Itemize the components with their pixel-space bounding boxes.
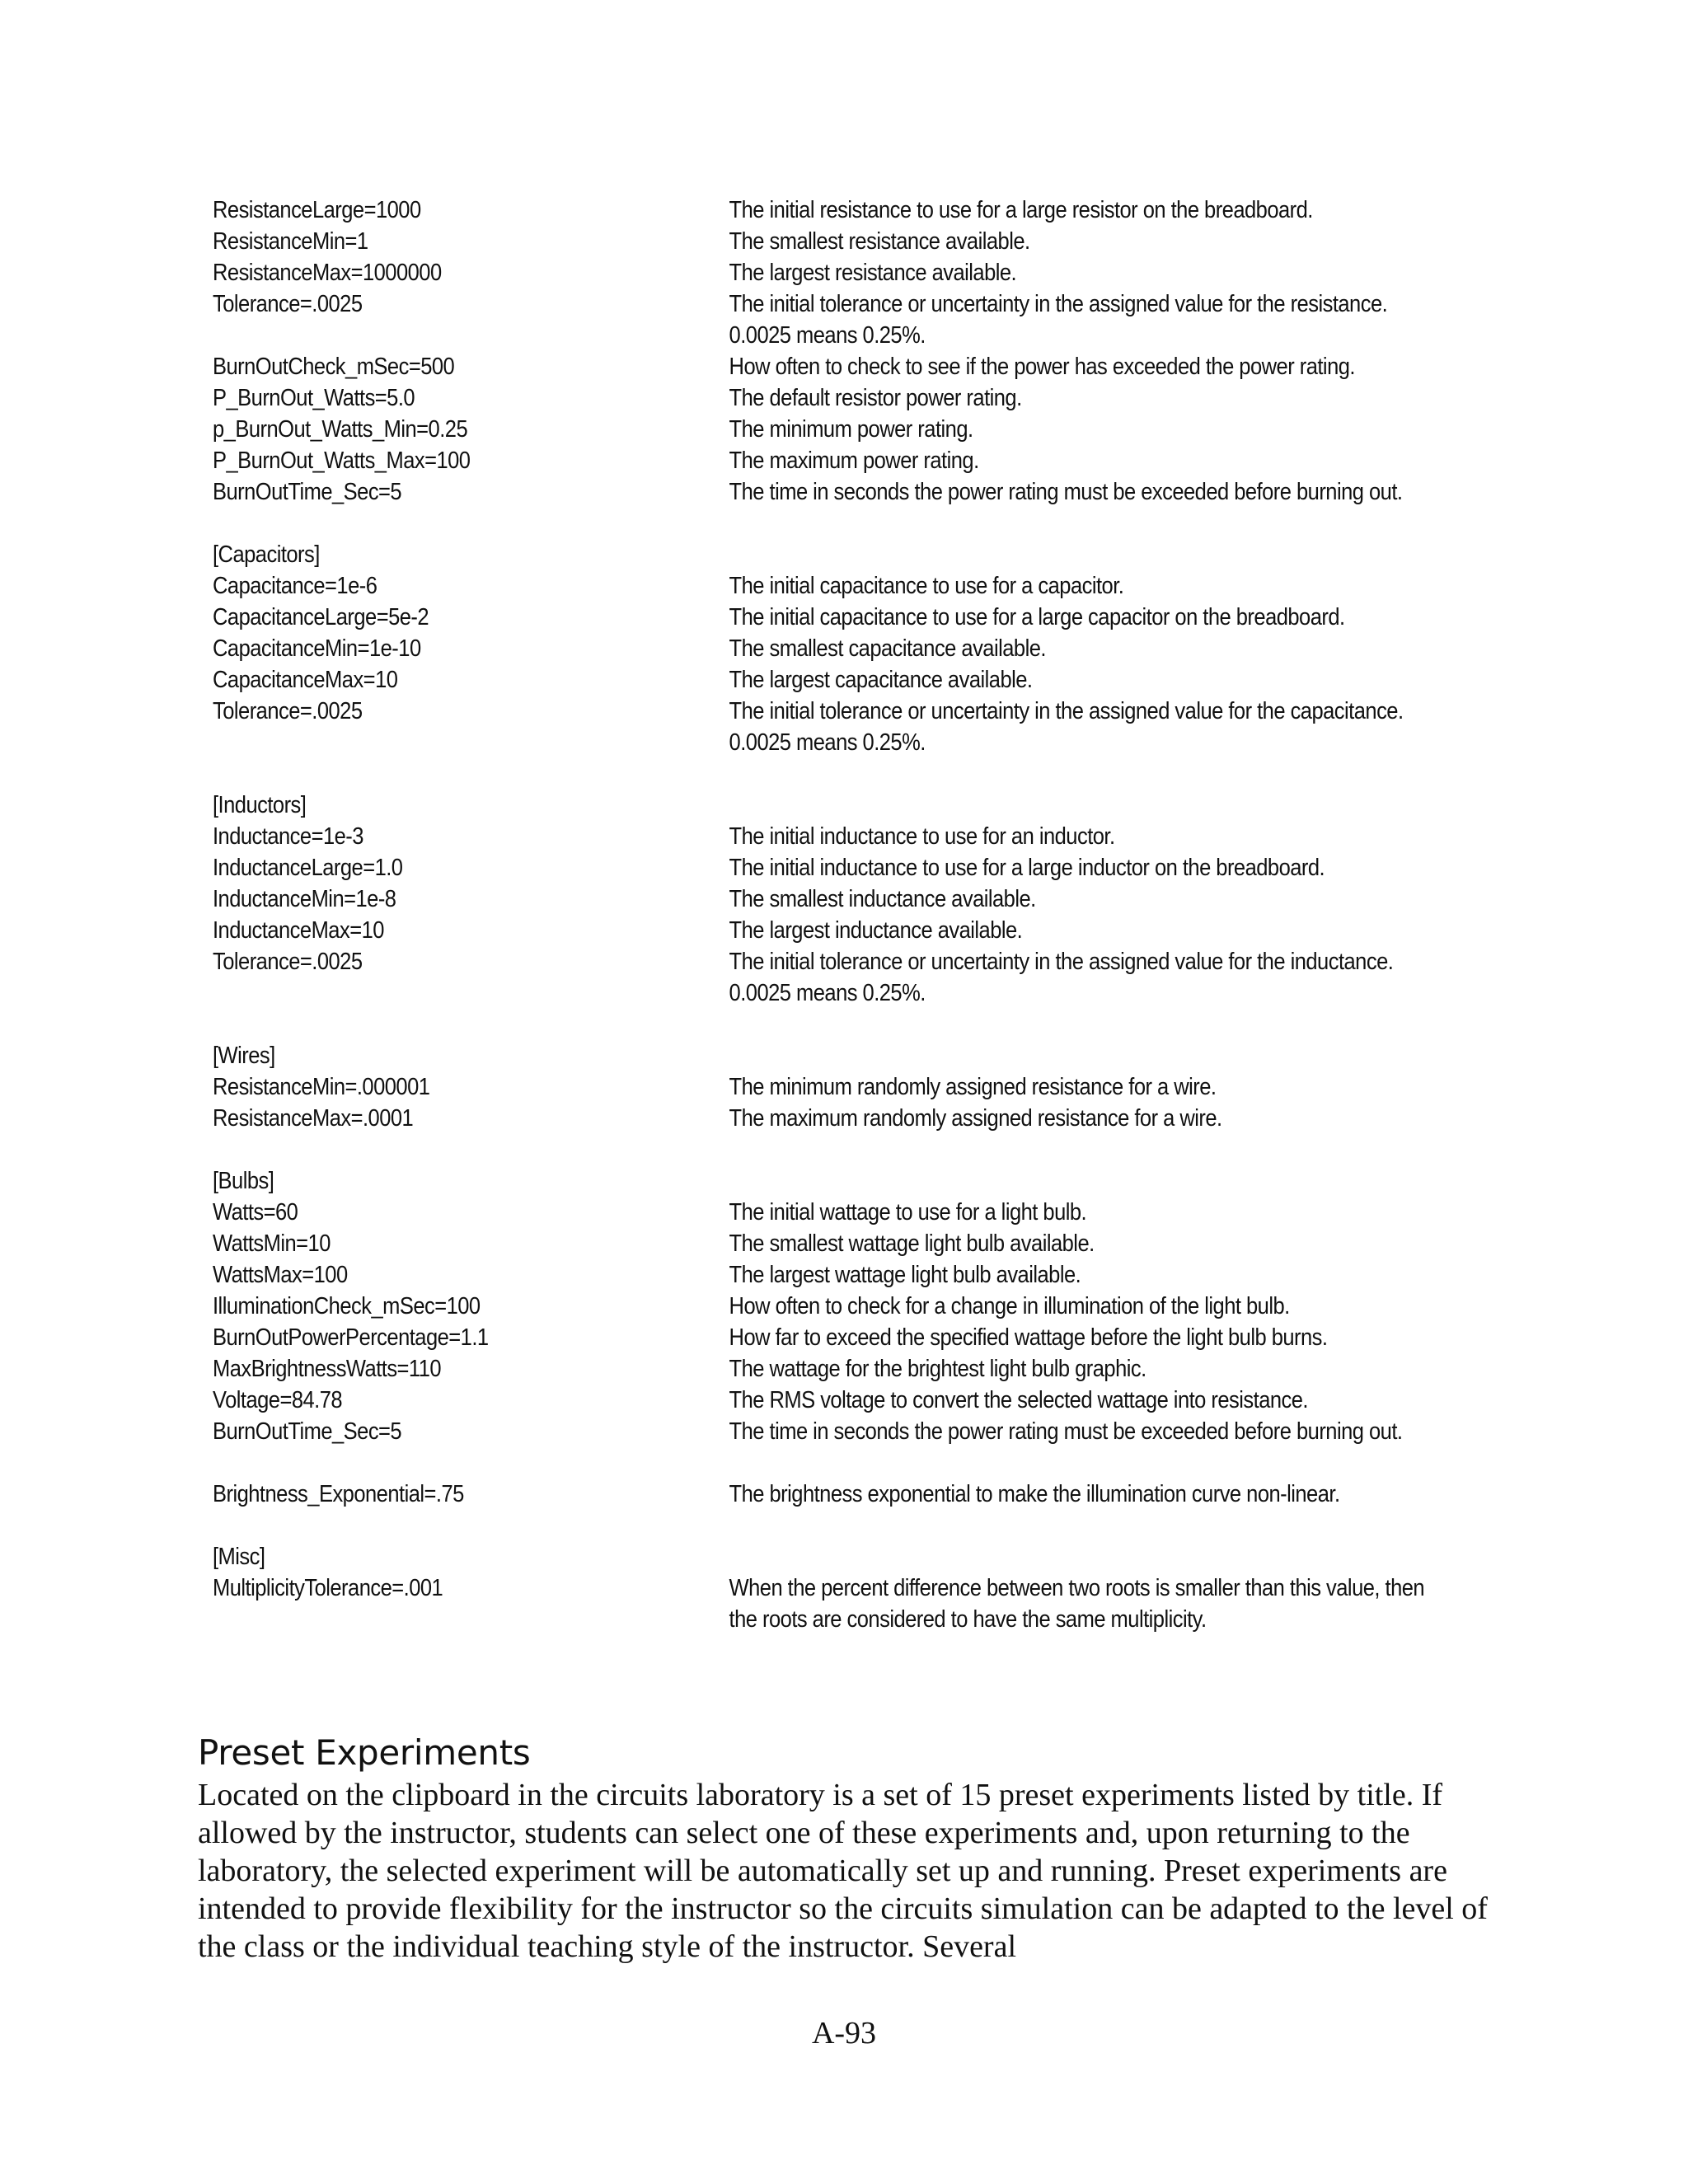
- misc-section: [213, 1541, 1425, 1635]
- config-row: [213, 1291, 1344, 1322]
- section-header: [Misc]: [213, 1544, 265, 1570]
- config-key: MaxBrightnessWatts=110: [213, 1356, 442, 1382]
- config-key: BurnOutTime_Sec=5: [213, 1418, 402, 1445]
- config-description: The maximum power rating.: [729, 448, 979, 474]
- config-row: [213, 1572, 1425, 1635]
- section-header: [Capacitors]: [213, 541, 320, 568]
- config-description: When the percent difference between two roots is smaller than this value, then the roots are considered to have the same multiplicity.: [729, 1575, 1425, 1633]
- config-key: ResistanceLarge=1000: [213, 197, 421, 223]
- config-description: The largest capacitance available.: [729, 667, 1033, 693]
- capacitors-section: [213, 539, 1404, 758]
- config-row: [213, 226, 1344, 257]
- config-description: The time in seconds the power rating must be exceeded before burning out.: [729, 479, 1403, 505]
- config-key: ResistanceMin=1: [213, 228, 368, 255]
- config-key: InductanceMax=10: [213, 917, 384, 944]
- config-row: [213, 633, 1344, 664]
- bulbs-section: [213, 1165, 1403, 1510]
- config-description: The time in seconds the power rating must be exceeded before burning out.: [729, 1418, 1403, 1445]
- config-key: BurnOutPowerPercentage=1.1: [213, 1324, 489, 1351]
- config-description: The smallest capacitance available.: [729, 635, 1046, 662]
- config-row: [213, 445, 1344, 476]
- config-description: The largest inductance available.: [729, 917, 1023, 944]
- config-row: [213, 570, 1344, 602]
- config-key: p_BurnOut_Watts_Min=0.25: [213, 416, 468, 443]
- config-description: The RMS voltage to convert the selected wattage into resistance.: [729, 1387, 1308, 1413]
- config-key: ResistanceMax=.0001: [213, 1105, 414, 1132]
- config-key: InductanceLarge=1.0: [213, 855, 403, 881]
- config-key: Brightness_Exponential=.75: [213, 1481, 464, 1507]
- config-row: [213, 602, 1344, 633]
- config-description: The initial inductance to use for a large inductor on the breadboard.: [729, 855, 1325, 881]
- config-row: [213, 1259, 1344, 1291]
- config-description: The default resistor power rating.: [729, 385, 1022, 411]
- config-row: [213, 288, 1388, 351]
- config-description: The initial tolerance or uncertainty in the assigned value for the inductance. 0.0025 means 0.25%.: [729, 949, 1394, 1006]
- config-row: [213, 664, 1344, 696]
- config-row: [213, 351, 1355, 382]
- config-row: [213, 1071, 1344, 1103]
- config-description: The smallest wattage light bulb available.: [729, 1230, 1095, 1257]
- config-key: WattsMin=10: [213, 1230, 331, 1257]
- config-description: How far to exceed the specified wattage before the light bulb burns.: [729, 1324, 1328, 1351]
- config-description: How often to check to see if the power has exceeded the power rating.: [729, 354, 1355, 380]
- config-description: How often to check for a change in illumination of the light bulb.: [729, 1293, 1290, 1319]
- config-key: Inductance=1e-3: [213, 823, 363, 850]
- section-header: [Wires]: [213, 1043, 275, 1069]
- config-key: CapacitanceMax=10: [213, 667, 398, 693]
- config-key: Tolerance=.0025: [213, 698, 363, 724]
- config-row: [213, 852, 1344, 883]
- section-heading: Preset Experiments: [198, 1732, 531, 1773]
- config-description: The smallest resistance available.: [729, 228, 1030, 255]
- config-key: ResistanceMax=1000000: [213, 260, 442, 286]
- config-row: [213, 1353, 1344, 1385]
- config-key: P_BurnOut_Watts_Max=100: [213, 448, 471, 474]
- config-description: The initial inductance to use for an inductor.: [729, 823, 1115, 850]
- config-row: [213, 946, 1394, 1009]
- section-header: [Inductors]: [213, 792, 307, 818]
- config-listing: [213, 194, 1425, 1635]
- config-key: CapacitanceLarge=5e-2: [213, 604, 429, 630]
- config-key: InductanceMin=1e-8: [213, 886, 396, 912]
- config-key: MultiplicityTolerance=.001: [213, 1575, 443, 1601]
- config-key: P_BurnOut_Watts=5.0: [213, 385, 415, 411]
- page-number: A-93: [811, 2016, 877, 2050]
- config-description: The minimum randomly assigned resistance for a wire.: [729, 1074, 1217, 1100]
- config-row: [213, 696, 1404, 758]
- config-description: The minimum power rating.: [729, 416, 973, 443]
- config-description: The maximum randomly assigned resistance for a wire.: [729, 1105, 1222, 1132]
- config-row: [213, 821, 1344, 852]
- config-key: CapacitanceMin=1e-10: [213, 635, 421, 662]
- config-row: [213, 1322, 1344, 1353]
- config-key: ResistanceMin=.000001: [213, 1074, 430, 1100]
- config-key: Capacitance=1e-6: [213, 573, 377, 599]
- body-paragraph: Located on the clipboard in the circuits laboratory is a set of 15 preset experiments listed by title. If allowed by the instructor, students can select one of these experiments and, upon returning to the laboratory, the selected experiment will be automatically set up and running. Preset experiments are intended to provide flexibility for the instructor so the circuits simulation can be adapted to the level of the class or the individual teaching style of the instructor. Several: [198, 1778, 1488, 1964]
- wires-section: [213, 1040, 1344, 1134]
- config-row: [213, 1479, 1344, 1510]
- config-row: [213, 414, 1344, 445]
- row-spacer: [213, 1447, 1344, 1479]
- config-description: The initial wattage to use for a light bulb.: [729, 1199, 1087, 1226]
- config-row: [213, 883, 1344, 915]
- config-description: The wattage for the brightest light bulb graphic.: [729, 1356, 1146, 1382]
- config-row: [213, 1416, 1403, 1447]
- config-row: [213, 1228, 1344, 1259]
- config-row: [213, 476, 1403, 508]
- config-key: Watts=60: [213, 1199, 298, 1226]
- config-row: [213, 1197, 1344, 1228]
- config-key: WattsMax=100: [213, 1262, 348, 1288]
- resistor-settings: [213, 194, 1403, 508]
- config-row: [213, 382, 1344, 414]
- config-description: The initial tolerance or uncertainty in the assigned value for the resistance. 0.0025 means 0.25%.: [729, 291, 1388, 349]
- inductors-section: [213, 790, 1394, 1009]
- config-row: [213, 915, 1344, 946]
- config-key: IlluminationCheck_mSec=100: [213, 1293, 481, 1319]
- config-description: The initial capacitance to use for a capacitor.: [729, 573, 1124, 599]
- config-key: Tolerance=.0025: [213, 949, 363, 975]
- config-key: BurnOutTime_Sec=5: [213, 479, 402, 505]
- config-row: [213, 1385, 1344, 1416]
- config-description: The initial tolerance or uncertainty in the assigned value for the capacitance. 0.0025 means 0.25%.: [729, 698, 1404, 756]
- section-header: [Bulbs]: [213, 1168, 274, 1194]
- config-description: The initial capacitance to use for a large capacitor on the breadboard.: [729, 604, 1345, 630]
- config-key: Tolerance=.0025: [213, 291, 363, 317]
- config-description: The brightness exponential to make the illumination curve non-linear.: [729, 1481, 1340, 1507]
- config-row: [213, 194, 1344, 226]
- config-key: Voltage=84.78: [213, 1387, 343, 1413]
- config-key: BurnOutCheck_mSec=500: [213, 354, 455, 380]
- config-description: The largest resistance available.: [729, 260, 1017, 286]
- config-description: The smallest inductance available.: [729, 886, 1036, 912]
- config-description: The largest wattage light bulb available.: [729, 1262, 1081, 1288]
- config-description: The initial resistance to use for a large resistor on the breadboard.: [729, 197, 1313, 223]
- config-row: [213, 1103, 1344, 1134]
- config-row: [213, 257, 1344, 288]
